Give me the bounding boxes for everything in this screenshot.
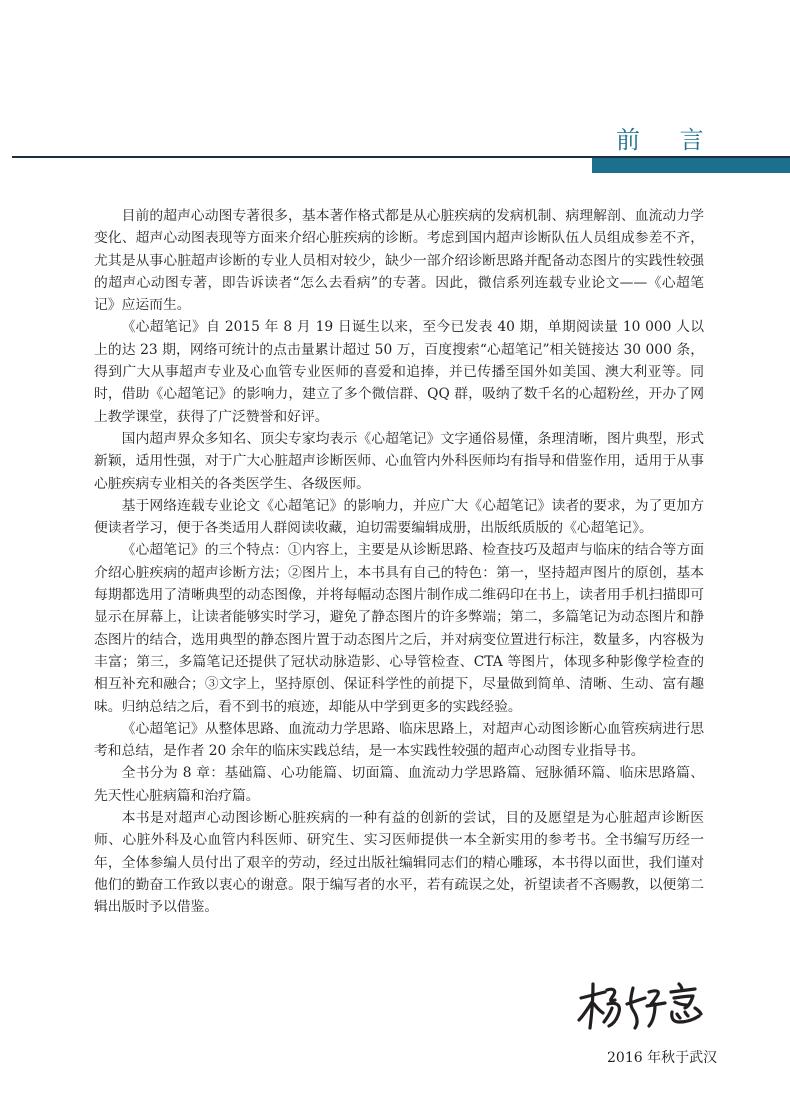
preface-paragraph: 《心超笔记》从整体思路、血流动力学思路、临床思路上，对超声心动图诊断心血管疾病进行思考和总结，是作者 20 余年的临床实践总结，是一本实践性较强的超声心动图专业指导书。 — [94, 720, 704, 760]
preface-paragraph: 本书是对超声心动图诊断心脏疾病的一种有益的创新的尝试，目的及愿望是为心脏超声诊断医师、心脏外科及心血管内科医师、研究生、实习医师提供一本全新实用的参考书。全书编写历经一年，全体参编人员付出了艰辛的劳动，经过出版社编辑同志们的精心雕琢，本书得以面世，我们谨对他们的勤奋工作致以衷心的谢意。限于编写者的水平，若有疏误之处，祈望读者不吝赐教，以便第二辑出版时予以借鉴。 — [94, 810, 704, 916]
preface-paragraph: 基于网络连载专业论文《心超笔记》的影响力，并应广大《心超笔记》读者的要求，为了更加方便读者学习，便于各类适用人群阅读收藏，迫切需要编辑成册，出版纸质版的《心超笔记》。 — [94, 497, 704, 537]
preface-body — [94, 205, 704, 919]
preface-paragraph: 《心超笔记》的三个特点：①内容上，主要是从诊断思路、检查技巧及超声与临床的结合等方面介绍心脏疾病的超声诊断方法；②图片上，本书具有自己的特色：第一，坚持超声图片的原创，基本每期都选用了清晰典型的动态图像，并将每幅动态图片制作成二维码印在书上，读者用手机扫描即可显示在屏幕上，让读者能够实时学习，避免了静态图片的许多弊端；第二，多篇笔记为动态图片和静态图片的结合，选用典型的静态图片置于动态图片之后，并对病变位置进行标注，数量多，内容极为丰富；第三，多篇笔记还提供了冠状动脉造影、心导管检查、CTA 等图片，体现多种影像学检查的相互补充和融合；③文字上，坚持原创、保证科学性的前提下，尽量做到简单、清晰、生动、富有趣味。归纳总结之后，看不到书的痕迹，却能从中学到更多的实践经验。 — [94, 542, 704, 715]
preface-paragraph: 全书分为 8 章：基础篇、心功能篇、切面篇、血流动力学思路篇、冠脉循环篇、临床思路篇、先天性心脏病篇和治疗篇。 — [94, 765, 704, 804]
preface-paragraph: 国内超声界众多知名、顶尖专家均表示《心超笔记》文字通俗易懂，条理清晰，图片典型，形式新颖，适用性强，对于广大心脏超声诊断医师、心血管内外科医师均有指导和借鉴作用，适用于从事心脏疾病专业相关的各类医学生、各级医师。 — [94, 430, 704, 492]
signature-date: 2016 年秋于武汉 — [607, 1050, 718, 1066]
preface-paragraph: 《心超笔记》自 2015 年 8 月 19 日诞生以来，至今已发表 40 期，单期阅读量 10 000 人以上的达 23 期，网络可统计的点击量累计超过 50 万，百度搜索“心超笔记”相关链接达 30 000 条，得到广大从事超声专业及心血管专业医师的喜爱和追捧，并已传播至国外如美国、澳大利亚等。同时，借助《心超笔记》的影响力，建立了多个微信群、QQ 群，吸纳了数千名的心超粉丝，开办了网上教学课堂，获得了广泛赞誉和好评。 — [94, 319, 704, 425]
header-accent-bar — [592, 158, 790, 173]
page-title: 前 言 — [616, 126, 720, 154]
handwritten-signature — [575, 978, 710, 1034]
preface-paragraph: 目前的超声心动图专著很多，基本著作格式都是从心脏疾病的发病机制、病理解剖、血流动力学变化、超声心动图表现等方面来介绍心脏疾病的诊断。考虑到国内超声诊断队伍人员组成参差不齐，尤其是从事心脏超声诊断的专业人员相对较少，缺少一部介绍诊断思路并配备动态图片的实践性较强的超声心动图专著，即告诉读者“怎么去看病”的专著。因此，微信系列连载专业论文——《心超笔记》应运而生。 — [94, 208, 704, 314]
